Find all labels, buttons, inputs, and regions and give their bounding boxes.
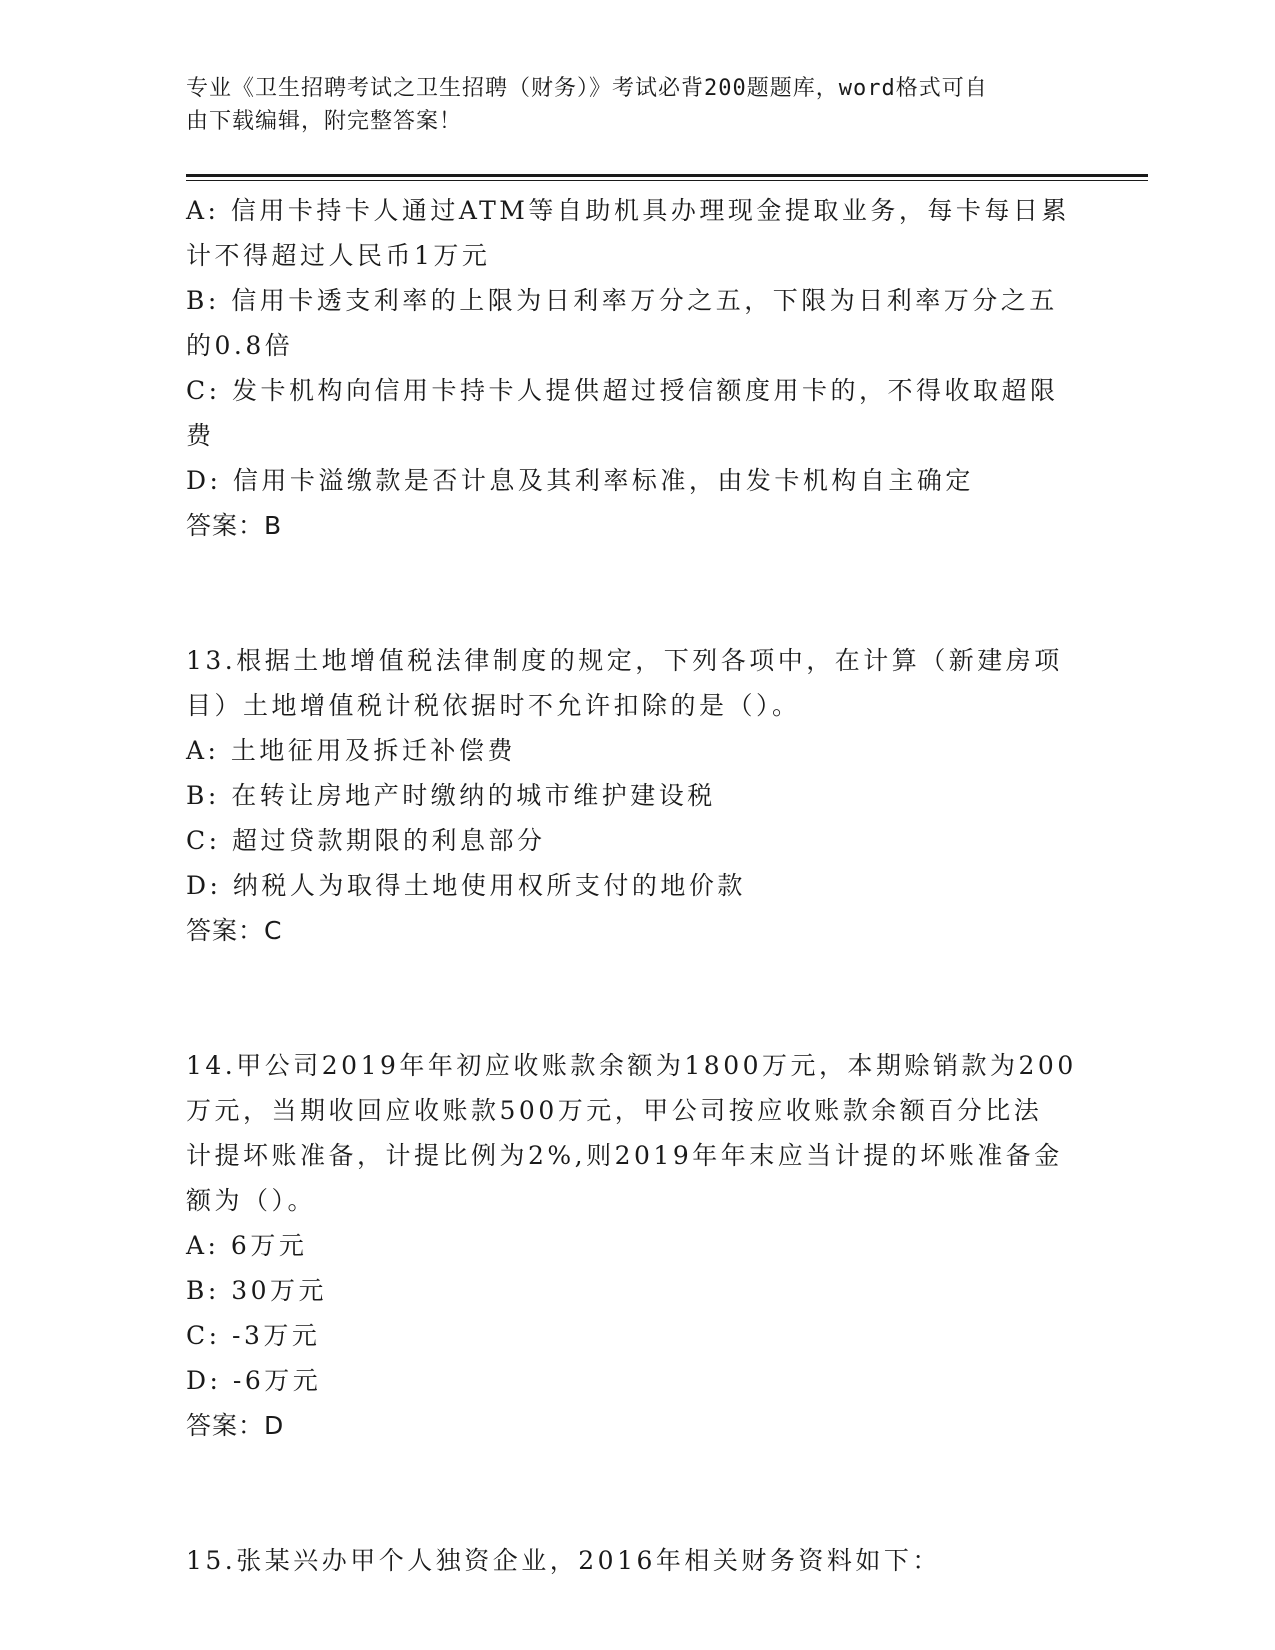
- header-rule-thick: [186, 174, 1148, 177]
- q13-stem-line-2: 目）土地增值税计税依据时不允许扣除的是（）。: [186, 691, 801, 720]
- q13-answer: 答案：C: [186, 916, 283, 945]
- header-rule-thin: [186, 180, 1148, 181]
- q14-option-c: C: -3万元: [186, 1321, 321, 1350]
- q15-stem-line-1: 15.张某兴办甲个人独资企业，2016年相关财务资料如下：: [186, 1546, 941, 1575]
- header-line-1: 专业《卫生招聘考试之卫生招聘（财务）》考试必背200题题库，word格式可自: [186, 76, 988, 101]
- q12-answer: 答案：B: [186, 511, 283, 540]
- q12-option-a-line-2: 计不得超过人民币1万元: [186, 241, 491, 270]
- q14-answer: 答案：D: [186, 1411, 285, 1440]
- q14-stem-line-2: 万元，当期收回应收账款500万元，甲公司按应收账款余额百分比法: [186, 1096, 1043, 1125]
- spacer: [186, 1448, 1066, 1538]
- q13-option-c: C: 超过贷款期限的利息部分: [186, 826, 546, 855]
- q13-option-b: B: 在转让房地产时缴纳的城市维护建设税: [186, 781, 716, 810]
- q12-option-a-line-1: A: 信用卡持卡人通过ATM等自助机具办理现金提取业务，每卡每日累: [186, 196, 1070, 225]
- q12-option-b-line-2: 的0.8倍: [186, 331, 294, 360]
- spacer: [186, 548, 1066, 638]
- q13-option-a: A: 土地征用及拆迁补偿费: [186, 736, 516, 765]
- question-15: [186, 1538, 1066, 1583]
- question-13: [186, 638, 1066, 953]
- document-body: [186, 188, 1077, 1583]
- q12-option-c-line-2: 费: [186, 421, 215, 450]
- document-header: [186, 72, 1066, 138]
- q14-option-b: B: 30万元: [186, 1276, 328, 1305]
- q12-option-b-line-1: B: 信用卡透支利率的上限为日利率万分之五，下限为日利率万分之五: [186, 286, 1058, 315]
- q12-option-c-line-1: C: 发卡机构向信用卡持卡人提供超过授信额度用卡的，不得收取超限: [186, 376, 1059, 405]
- q14-option-a: A: 6万元: [186, 1231, 308, 1260]
- q12-option-d: D: 信用卡溢缴款是否计息及其利率标准，由发卡机构自主确定: [186, 466, 974, 495]
- q13-option-d: D: 纳税人为取得土地使用权所支付的地价款: [186, 871, 746, 900]
- q14-option-d: D: -6万元: [186, 1366, 322, 1395]
- spacer: [186, 953, 1066, 1043]
- q14-stem-line-4: 额为（）。: [186, 1186, 317, 1215]
- question-12: [186, 188, 1070, 548]
- q13-stem-line-1: 13.根据土地增值税法律制度的规定，下列各项中，在计算（新建房项: [186, 646, 1063, 675]
- header-line-2: 由下载编辑，附完整答案！: [186, 109, 463, 134]
- q14-stem-line-1: 14.甲公司2019年年初应收账款余额为1800万元，本期赊销款为200: [186, 1051, 1077, 1080]
- question-14: [186, 1043, 1077, 1448]
- q14-stem-line-3: 计提坏账准备，计提比例为2%,则2019年年末应当计提的坏账准备金: [186, 1141, 1063, 1170]
